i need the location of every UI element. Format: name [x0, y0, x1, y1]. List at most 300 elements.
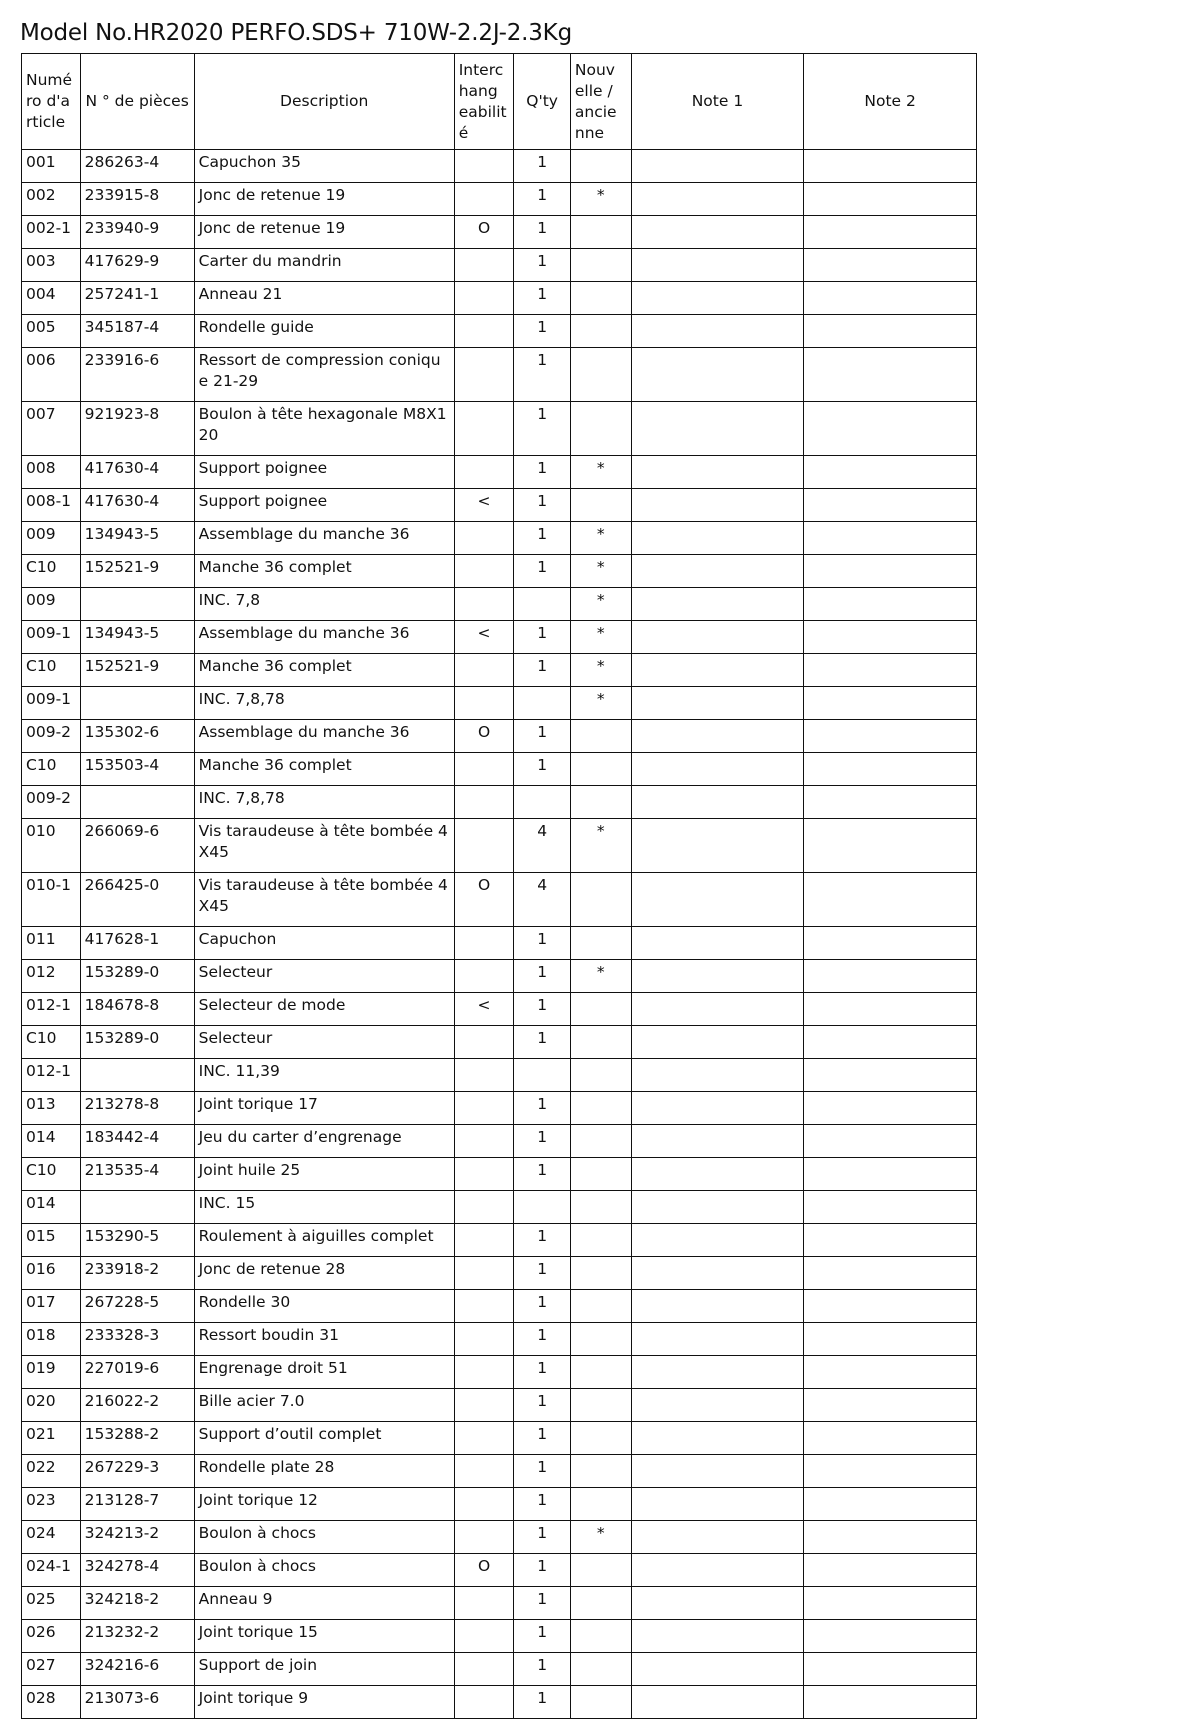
table-row [22, 1191, 977, 1224]
interchangeability-cell [454, 1257, 514, 1290]
quantity-cell: 1 [514, 1356, 570, 1389]
description-cell: Manche 36 complet [194, 654, 454, 687]
table-row [22, 1158, 977, 1191]
new-old-cell [570, 282, 631, 315]
interchangeability-cell [454, 555, 514, 588]
table-row [22, 1059, 977, 1092]
interchangeability-cell: O [454, 1554, 514, 1587]
note-1-cell [631, 555, 804, 588]
description-cell: Vis taraudeuse à tête bombée 4X45 [194, 873, 454, 927]
item-number-cell: 011 [22, 927, 81, 960]
part-number-cell: 266425-0 [80, 873, 194, 927]
note-1-cell [631, 1092, 804, 1125]
table-row [22, 588, 977, 621]
new-old-cell [570, 150, 631, 183]
quantity-cell: 1 [514, 183, 570, 216]
description-cell: Jonc de retenue 19 [194, 183, 454, 216]
quantity-cell: 1 [514, 249, 570, 282]
description-cell: Joint torique 17 [194, 1092, 454, 1125]
interchangeability-cell: O [454, 216, 514, 249]
quantity-cell [514, 687, 570, 720]
interchangeability-cell [454, 1389, 514, 1422]
description-cell: Support de join [194, 1653, 454, 1686]
quantity-cell: 1 [514, 1653, 570, 1686]
new-old-cell: * [570, 1521, 631, 1554]
quantity-cell: 1 [514, 993, 570, 1026]
item-number-cell: 016 [22, 1257, 81, 1290]
description-cell: Bille acier 7.0 [194, 1389, 454, 1422]
note-1-cell [631, 315, 804, 348]
description-cell: INC. 11,39 [194, 1059, 454, 1092]
new-old-cell [570, 720, 631, 753]
quantity-cell: 1 [514, 927, 570, 960]
description-cell: Selecteur [194, 1026, 454, 1059]
note-1-cell [631, 1488, 804, 1521]
note-2-cell [804, 1026, 977, 1059]
item-number-cell: 014 [22, 1125, 81, 1158]
interchangeability-cell [454, 786, 514, 819]
part-number-cell: 134943-5 [80, 522, 194, 555]
interchangeability-cell [454, 1224, 514, 1257]
item-number-cell: 007 [22, 402, 81, 456]
part-number-cell: 345187-4 [80, 315, 194, 348]
note-1-cell [631, 960, 804, 993]
note-2-cell [804, 1389, 977, 1422]
note-2-cell [804, 1653, 977, 1686]
item-number-cell: 002-1 [22, 216, 81, 249]
note-2-cell [804, 216, 977, 249]
part-number-cell: 153289-0 [80, 960, 194, 993]
part-number-cell [80, 588, 194, 621]
note-2-cell [804, 522, 977, 555]
quantity-cell: 1 [514, 960, 570, 993]
description-cell: Support d’outil complet [194, 1422, 454, 1455]
quantity-cell: 1 [514, 1257, 570, 1290]
part-number-cell: 216022-2 [80, 1389, 194, 1422]
quantity-cell: 1 [514, 1587, 570, 1620]
quantity-cell: 1 [514, 1224, 570, 1257]
new-old-cell [570, 1323, 631, 1356]
interchangeability-cell: O [454, 720, 514, 753]
note-1-cell [631, 1290, 804, 1323]
note-1-cell [631, 1224, 804, 1257]
description-cell: INC. 7,8 [194, 588, 454, 621]
new-old-cell [570, 249, 631, 282]
quantity-cell: 1 [514, 282, 570, 315]
interchangeability-cell [454, 456, 514, 489]
interchangeability-cell [454, 1158, 514, 1191]
item-number-cell: 002 [22, 183, 81, 216]
description-cell: Selecteur de mode [194, 993, 454, 1026]
interchangeability-cell [454, 1323, 514, 1356]
note-2-cell [804, 1521, 977, 1554]
note-2-cell [804, 1356, 977, 1389]
part-number-cell: 324216-6 [80, 1653, 194, 1686]
item-number-cell: 024 [22, 1521, 81, 1554]
new-old-cell: * [570, 555, 631, 588]
description-cell: Roulement à aiguilles complet [194, 1224, 454, 1257]
part-number-cell: 286263-4 [80, 150, 194, 183]
quantity-cell: 1 [514, 654, 570, 687]
note-1-cell [631, 150, 804, 183]
description-cell: Assemblage du manche 36 [194, 720, 454, 753]
item-number-cell: C10 [22, 1026, 81, 1059]
new-old-cell [570, 1488, 631, 1521]
new-old-cell [570, 786, 631, 819]
table-row [22, 960, 977, 993]
new-old-cell [570, 873, 631, 927]
note-1-cell [631, 1455, 804, 1488]
note-2-cell [804, 249, 977, 282]
quantity-cell: 1 [514, 216, 570, 249]
description-cell: Manche 36 complet [194, 555, 454, 588]
part-number-cell: 135302-6 [80, 720, 194, 753]
quantity-cell [514, 1191, 570, 1224]
quantity-cell: 1 [514, 1620, 570, 1653]
quantity-cell: 1 [514, 1389, 570, 1422]
note-2-cell [804, 654, 977, 687]
quantity-cell: 1 [514, 1488, 570, 1521]
interchangeability-cell [454, 315, 514, 348]
note-1-cell [631, 489, 804, 522]
new-old-cell [570, 1554, 631, 1587]
item-number-cell: 009 [22, 522, 81, 555]
note-2-cell [804, 183, 977, 216]
interchangeability-cell [454, 1422, 514, 1455]
note-1-cell [631, 1389, 804, 1422]
description-cell: Vis taraudeuse à tête bombée 4X45 [194, 819, 454, 873]
new-old-cell [570, 1587, 631, 1620]
description-cell: Joint huile 25 [194, 1158, 454, 1191]
page-title: Model No.HR2020 PERFO.SDS+ 710W-2.2J-2.3Kg [20, 20, 572, 46]
new-old-cell: * [570, 687, 631, 720]
new-old-cell [570, 1290, 631, 1323]
table-row [22, 753, 977, 786]
table-row [22, 522, 977, 555]
part-number-cell: 183442-4 [80, 1125, 194, 1158]
description-cell: Carter du mandrin [194, 249, 454, 282]
note-1-cell [631, 348, 804, 402]
description-cell: Support poignee [194, 456, 454, 489]
table-row [22, 1653, 977, 1686]
note-1-cell [631, 183, 804, 216]
new-old-cell [570, 216, 631, 249]
new-old-cell [570, 753, 631, 786]
description-cell: Manche 36 complet [194, 753, 454, 786]
new-old-cell [570, 1620, 631, 1653]
table-header-row [22, 54, 977, 150]
interchangeability-cell [454, 1686, 514, 1719]
new-old-cell: * [570, 456, 631, 489]
part-number-cell: 134943-5 [80, 621, 194, 654]
description-cell: Selecteur [194, 960, 454, 993]
table-row [22, 249, 977, 282]
new-old-cell: * [570, 960, 631, 993]
table-row [22, 489, 977, 522]
part-number-cell: 153289-0 [80, 1026, 194, 1059]
interchangeability-cell [454, 1026, 514, 1059]
new-old-cell [570, 489, 631, 522]
new-old-cell [570, 1257, 631, 1290]
item-number-cell: 023 [22, 1488, 81, 1521]
description-cell: Rondelle 30 [194, 1290, 454, 1323]
part-number-cell: 152521-9 [80, 654, 194, 687]
interchangeability-cell [454, 522, 514, 555]
item-number-cell: 001 [22, 150, 81, 183]
item-number-cell: C10 [22, 1158, 81, 1191]
note-1-cell [631, 1422, 804, 1455]
new-old-cell [570, 1455, 631, 1488]
table-row [22, 993, 977, 1026]
table-row [22, 1323, 977, 1356]
new-old-cell [570, 1026, 631, 1059]
description-cell: Rondelle guide [194, 315, 454, 348]
interchangeability-cell [454, 1092, 514, 1125]
part-number-cell: 417628-1 [80, 927, 194, 960]
quantity-cell: 1 [514, 1521, 570, 1554]
table-row [22, 216, 977, 249]
description-cell: Jeu du carter d’engrenage [194, 1125, 454, 1158]
note-1-cell [631, 1026, 804, 1059]
note-1-cell [631, 927, 804, 960]
item-number-cell: 015 [22, 1224, 81, 1257]
interchangeability-cell [454, 588, 514, 621]
new-old-cell: * [570, 588, 631, 621]
interchangeability-cell [454, 1455, 514, 1488]
note-2-cell [804, 1257, 977, 1290]
header-interchangeability: Interc hang eabilit é [454, 54, 514, 150]
quantity-cell: 1 [514, 150, 570, 183]
header-quantity: Q'ty [514, 54, 570, 150]
note-2-cell [804, 927, 977, 960]
quantity-cell: 1 [514, 753, 570, 786]
part-number-cell [80, 786, 194, 819]
table-row [22, 1422, 977, 1455]
new-old-cell [570, 927, 631, 960]
part-number-cell: 152521-9 [80, 555, 194, 588]
interchangeability-cell [454, 1521, 514, 1554]
header-part-number: N ° de pièces [80, 54, 194, 150]
item-number-cell: 017 [22, 1290, 81, 1323]
part-number-cell: 213073-6 [80, 1686, 194, 1719]
interchangeability-cell [454, 1653, 514, 1686]
description-cell: Boulon à chocs [194, 1521, 454, 1554]
note-2-cell [804, 1191, 977, 1224]
table-row [22, 927, 977, 960]
new-old-cell [570, 1191, 631, 1224]
note-2-cell [804, 1059, 977, 1092]
note-1-cell [631, 1257, 804, 1290]
table-row [22, 1521, 977, 1554]
item-number-cell: 021 [22, 1422, 81, 1455]
new-old-cell: * [570, 819, 631, 873]
part-number-cell: 233940-9 [80, 216, 194, 249]
table-row [22, 348, 977, 402]
description-cell: Ressort boudin 31 [194, 1323, 454, 1356]
note-2-cell [804, 150, 977, 183]
table-row [22, 1686, 977, 1719]
note-2-cell [804, 489, 977, 522]
note-2-cell [804, 1554, 977, 1587]
part-number-cell [80, 1059, 194, 1092]
new-old-cell [570, 348, 631, 402]
interchangeability-cell [454, 183, 514, 216]
item-number-cell: 022 [22, 1455, 81, 1488]
part-number-cell [80, 1191, 194, 1224]
description-cell: Anneau 9 [194, 1587, 454, 1620]
interchangeability-cell [454, 927, 514, 960]
new-old-cell [570, 1653, 631, 1686]
part-number-cell: 184678-8 [80, 993, 194, 1026]
part-number-cell: 267228-5 [80, 1290, 194, 1323]
note-2-cell [804, 873, 977, 927]
part-number-cell: 324218-2 [80, 1587, 194, 1620]
part-number-cell: 213278-8 [80, 1092, 194, 1125]
item-number-cell: 009-2 [22, 786, 81, 819]
table-row [22, 1554, 977, 1587]
table-row [22, 1488, 977, 1521]
item-number-cell: 012 [22, 960, 81, 993]
note-2-cell [804, 588, 977, 621]
note-2-cell [804, 1158, 977, 1191]
item-number-cell: 010-1 [22, 873, 81, 927]
header-new-old: Nouv elle / ancie nne [570, 54, 631, 150]
note-1-cell [631, 588, 804, 621]
interchangeability-cell [454, 819, 514, 873]
quantity-cell: 1 [514, 1455, 570, 1488]
description-cell: Jonc de retenue 28 [194, 1257, 454, 1290]
item-number-cell: 024-1 [22, 1554, 81, 1587]
part-number-cell: 921923-8 [80, 402, 194, 456]
table-row [22, 282, 977, 315]
part-number-cell [80, 687, 194, 720]
description-cell: Rondelle plate 28 [194, 1455, 454, 1488]
description-cell: Boulon à tête hexagonale M8X120 [194, 402, 454, 456]
quantity-cell: 1 [514, 720, 570, 753]
new-old-cell [570, 1422, 631, 1455]
quantity-cell: 1 [514, 1092, 570, 1125]
interchangeability-cell: < [454, 489, 514, 522]
note-2-cell [804, 1323, 977, 1356]
quantity-cell: 1 [514, 489, 570, 522]
note-1-cell [631, 522, 804, 555]
part-number-cell: 266069-6 [80, 819, 194, 873]
note-1-cell [631, 1191, 804, 1224]
note-2-cell [804, 786, 977, 819]
new-old-cell [570, 1389, 631, 1422]
note-1-cell [631, 1059, 804, 1092]
item-number-cell: 018 [22, 1323, 81, 1356]
note-1-cell [631, 654, 804, 687]
interchangeability-cell [454, 1125, 514, 1158]
note-1-cell [631, 1323, 804, 1356]
table-row [22, 1389, 977, 1422]
table-row [22, 315, 977, 348]
part-number-cell: 324278-4 [80, 1554, 194, 1587]
quantity-cell: 4 [514, 873, 570, 927]
note-1-cell [631, 786, 804, 819]
part-number-cell: 213232-2 [80, 1620, 194, 1653]
part-number-cell: 233916-6 [80, 348, 194, 402]
note-1-cell [631, 621, 804, 654]
note-2-cell [804, 348, 977, 402]
parts-table [21, 53, 977, 1719]
note-2-cell [804, 1488, 977, 1521]
note-2-cell [804, 993, 977, 1026]
item-number-cell: 026 [22, 1620, 81, 1653]
interchangeability-cell [454, 1290, 514, 1323]
note-2-cell [804, 1290, 977, 1323]
new-old-cell: * [570, 654, 631, 687]
part-number-cell: 153290-5 [80, 1224, 194, 1257]
new-old-cell [570, 1356, 631, 1389]
description-cell: Joint torique 15 [194, 1620, 454, 1653]
note-2-cell [804, 819, 977, 873]
quantity-cell: 1 [514, 348, 570, 402]
item-number-cell: 028 [22, 1686, 81, 1719]
quantity-cell: 1 [514, 402, 570, 456]
quantity-cell: 1 [514, 522, 570, 555]
interchangeability-cell [454, 1620, 514, 1653]
table-row [22, 150, 977, 183]
note-1-cell [631, 1521, 804, 1554]
table-row [22, 819, 977, 873]
interchangeability-cell [454, 1356, 514, 1389]
quantity-cell: 1 [514, 1686, 570, 1719]
new-old-cell [570, 1125, 631, 1158]
item-number-cell: C10 [22, 753, 81, 786]
interchangeability-cell [454, 687, 514, 720]
quantity-cell: 1 [514, 1026, 570, 1059]
part-number-cell: 233915-8 [80, 183, 194, 216]
part-number-cell: 257241-1 [80, 282, 194, 315]
quantity-cell: 1 [514, 1158, 570, 1191]
part-number-cell: 153503-4 [80, 753, 194, 786]
new-old-cell [570, 1158, 631, 1191]
description-cell: Boulon à chocs [194, 1554, 454, 1587]
description-cell: Joint torique 9 [194, 1686, 454, 1719]
note-2-cell [804, 720, 977, 753]
note-1-cell [631, 456, 804, 489]
item-number-cell: 003 [22, 249, 81, 282]
quantity-cell [514, 786, 570, 819]
interchangeability-cell: < [454, 621, 514, 654]
table-row [22, 720, 977, 753]
part-number-cell: 233328-3 [80, 1323, 194, 1356]
table-row [22, 621, 977, 654]
item-number-cell: 019 [22, 1356, 81, 1389]
interchangeability-cell: < [454, 993, 514, 1026]
description-cell: INC. 7,8,78 [194, 786, 454, 819]
new-old-cell: * [570, 621, 631, 654]
note-2-cell [804, 1092, 977, 1125]
note-2-cell [804, 1422, 977, 1455]
item-number-cell: 027 [22, 1653, 81, 1686]
description-cell: INC. 15 [194, 1191, 454, 1224]
description-cell: Jonc de retenue 19 [194, 216, 454, 249]
note-1-cell [631, 1125, 804, 1158]
note-1-cell [631, 1653, 804, 1686]
table-row [22, 873, 977, 927]
item-number-cell: 013 [22, 1092, 81, 1125]
note-1-cell [631, 687, 804, 720]
description-cell: Assemblage du manche 36 [194, 522, 454, 555]
description-cell: Capuchon [194, 927, 454, 960]
note-2-cell [804, 315, 977, 348]
interchangeability-cell [454, 348, 514, 402]
description-cell: Capuchon 35 [194, 150, 454, 183]
table-row [22, 1092, 977, 1125]
